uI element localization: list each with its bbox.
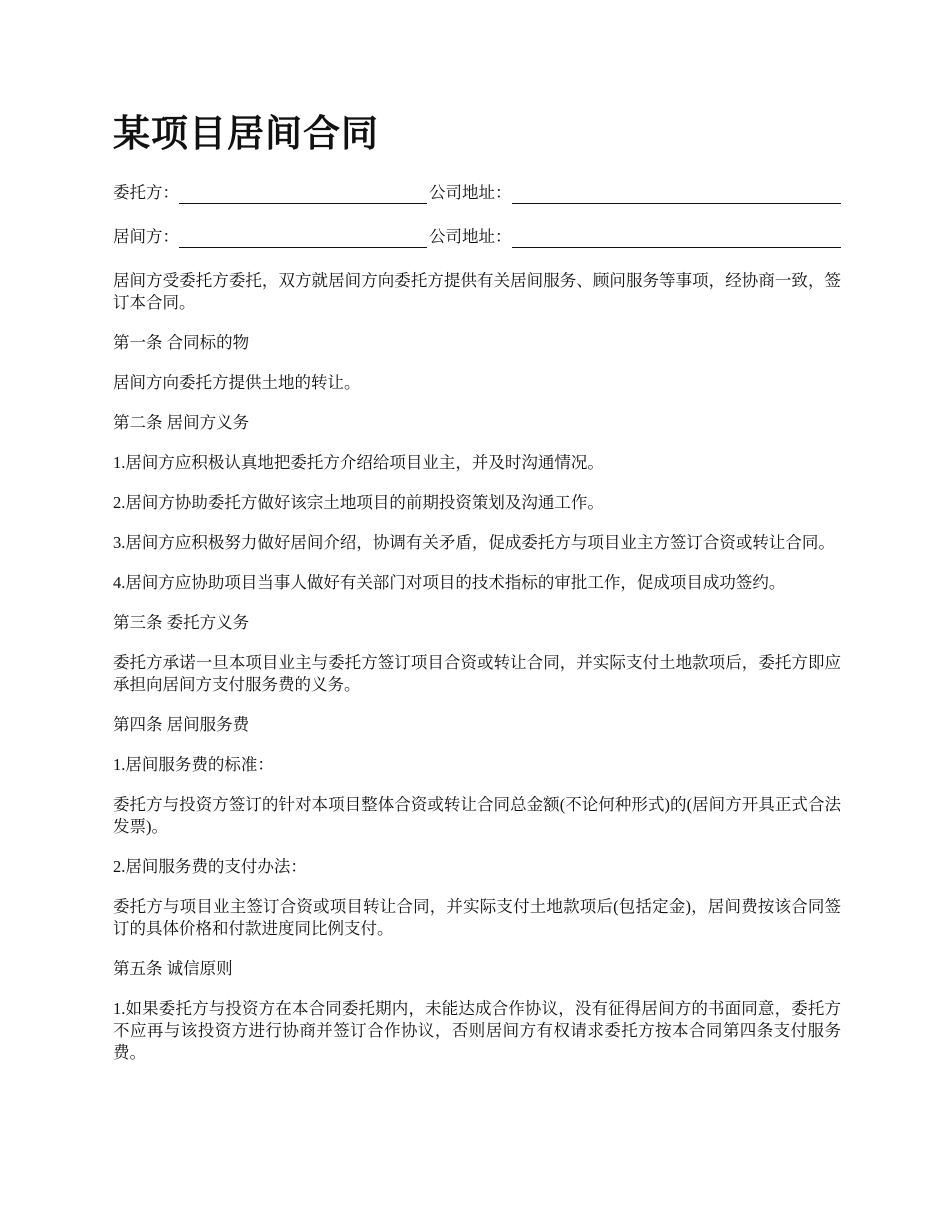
document-page xyxy=(113,110,841,1082)
article-4-heading: 第四条 居间服务费 xyxy=(113,715,250,734)
broker-party-line xyxy=(113,226,841,248)
article-5-item-1: 1.如果委托方与投资方在本合同委托期内，未能达成合作协议，没有征得居间方的书面同意，委托方不应再与该投资方进行协商并签订合作协议，否则居间方有权请求委托方按本合同第四条支付服务费。 xyxy=(113,999,841,1062)
article-2-item-1: 1.居间方应积极认真地把委托方介绍给项目业主，并及时沟通情况。 xyxy=(113,453,604,472)
article-3-body: 委托方承诺一旦本项目业主与委托方签订项目合资或转让合同，并实际支付土地款项后，委托方即应承担向居间方支付服务费的义务。 xyxy=(113,653,841,694)
article-2-item-4: 4.居间方应协助项目当事人做好有关部门对项目的技术指标的审批工作，促成项目成功签约。 xyxy=(113,573,786,592)
broker-address-blank xyxy=(512,229,842,248)
article-2-heading: 第二条 居间方义务 xyxy=(113,413,250,432)
document-title: 某项目居间合同 xyxy=(113,114,379,155)
broker-name-blank xyxy=(179,229,427,248)
client-party-line xyxy=(113,182,841,204)
client-address-blank xyxy=(512,185,842,204)
article-4-item-2-body: 委托方与项目业主签订合资或项目转让合同，并实际支付土地款项后(包括定金)，居间费按该合同签订的具体价格和付款进度同比例支付。 xyxy=(113,897,841,938)
intro-paragraph: 居间方受委托方委托，双方就居间方向委托方提供有关居间服务、顾问服务等事项，经协商一致，签订本合同。 xyxy=(113,271,841,312)
article-3-heading: 第三条 委托方义务 xyxy=(113,613,250,632)
article-5-heading: 第五条 诚信原则 xyxy=(113,959,233,978)
broker-address-label: 公司地址： xyxy=(429,227,512,246)
article-1-heading: 第一条 合同标的物 xyxy=(113,333,250,352)
article-1-body: 居间方向委托方提供土地的转让。 xyxy=(113,373,361,392)
article-4-item-1: 1.居间服务费的标准： xyxy=(113,755,274,774)
article-2-item-2: 2.居间方协助委托方做好该宗土地项目的前期投资策划及沟通工作。 xyxy=(113,493,604,512)
article-4-item-1-body: 委托方与投资方签订的针对本项目整体合资或转让合同总金额(不论何种形式)的(居间方开具正式合法发票)。 xyxy=(113,795,841,836)
client-label: 委托方： xyxy=(113,183,179,202)
client-address-label: 公司地址： xyxy=(429,183,512,202)
article-4-item-2: 2.居间服务费的支付办法： xyxy=(113,857,307,876)
client-name-blank xyxy=(179,185,427,204)
broker-label: 居间方： xyxy=(113,227,179,246)
article-2-item-3: 3.居间方应积极努力做好居间介绍，协调有关矛盾，促成委托方与项目业主方签订合资或转让合同。 xyxy=(113,533,835,552)
